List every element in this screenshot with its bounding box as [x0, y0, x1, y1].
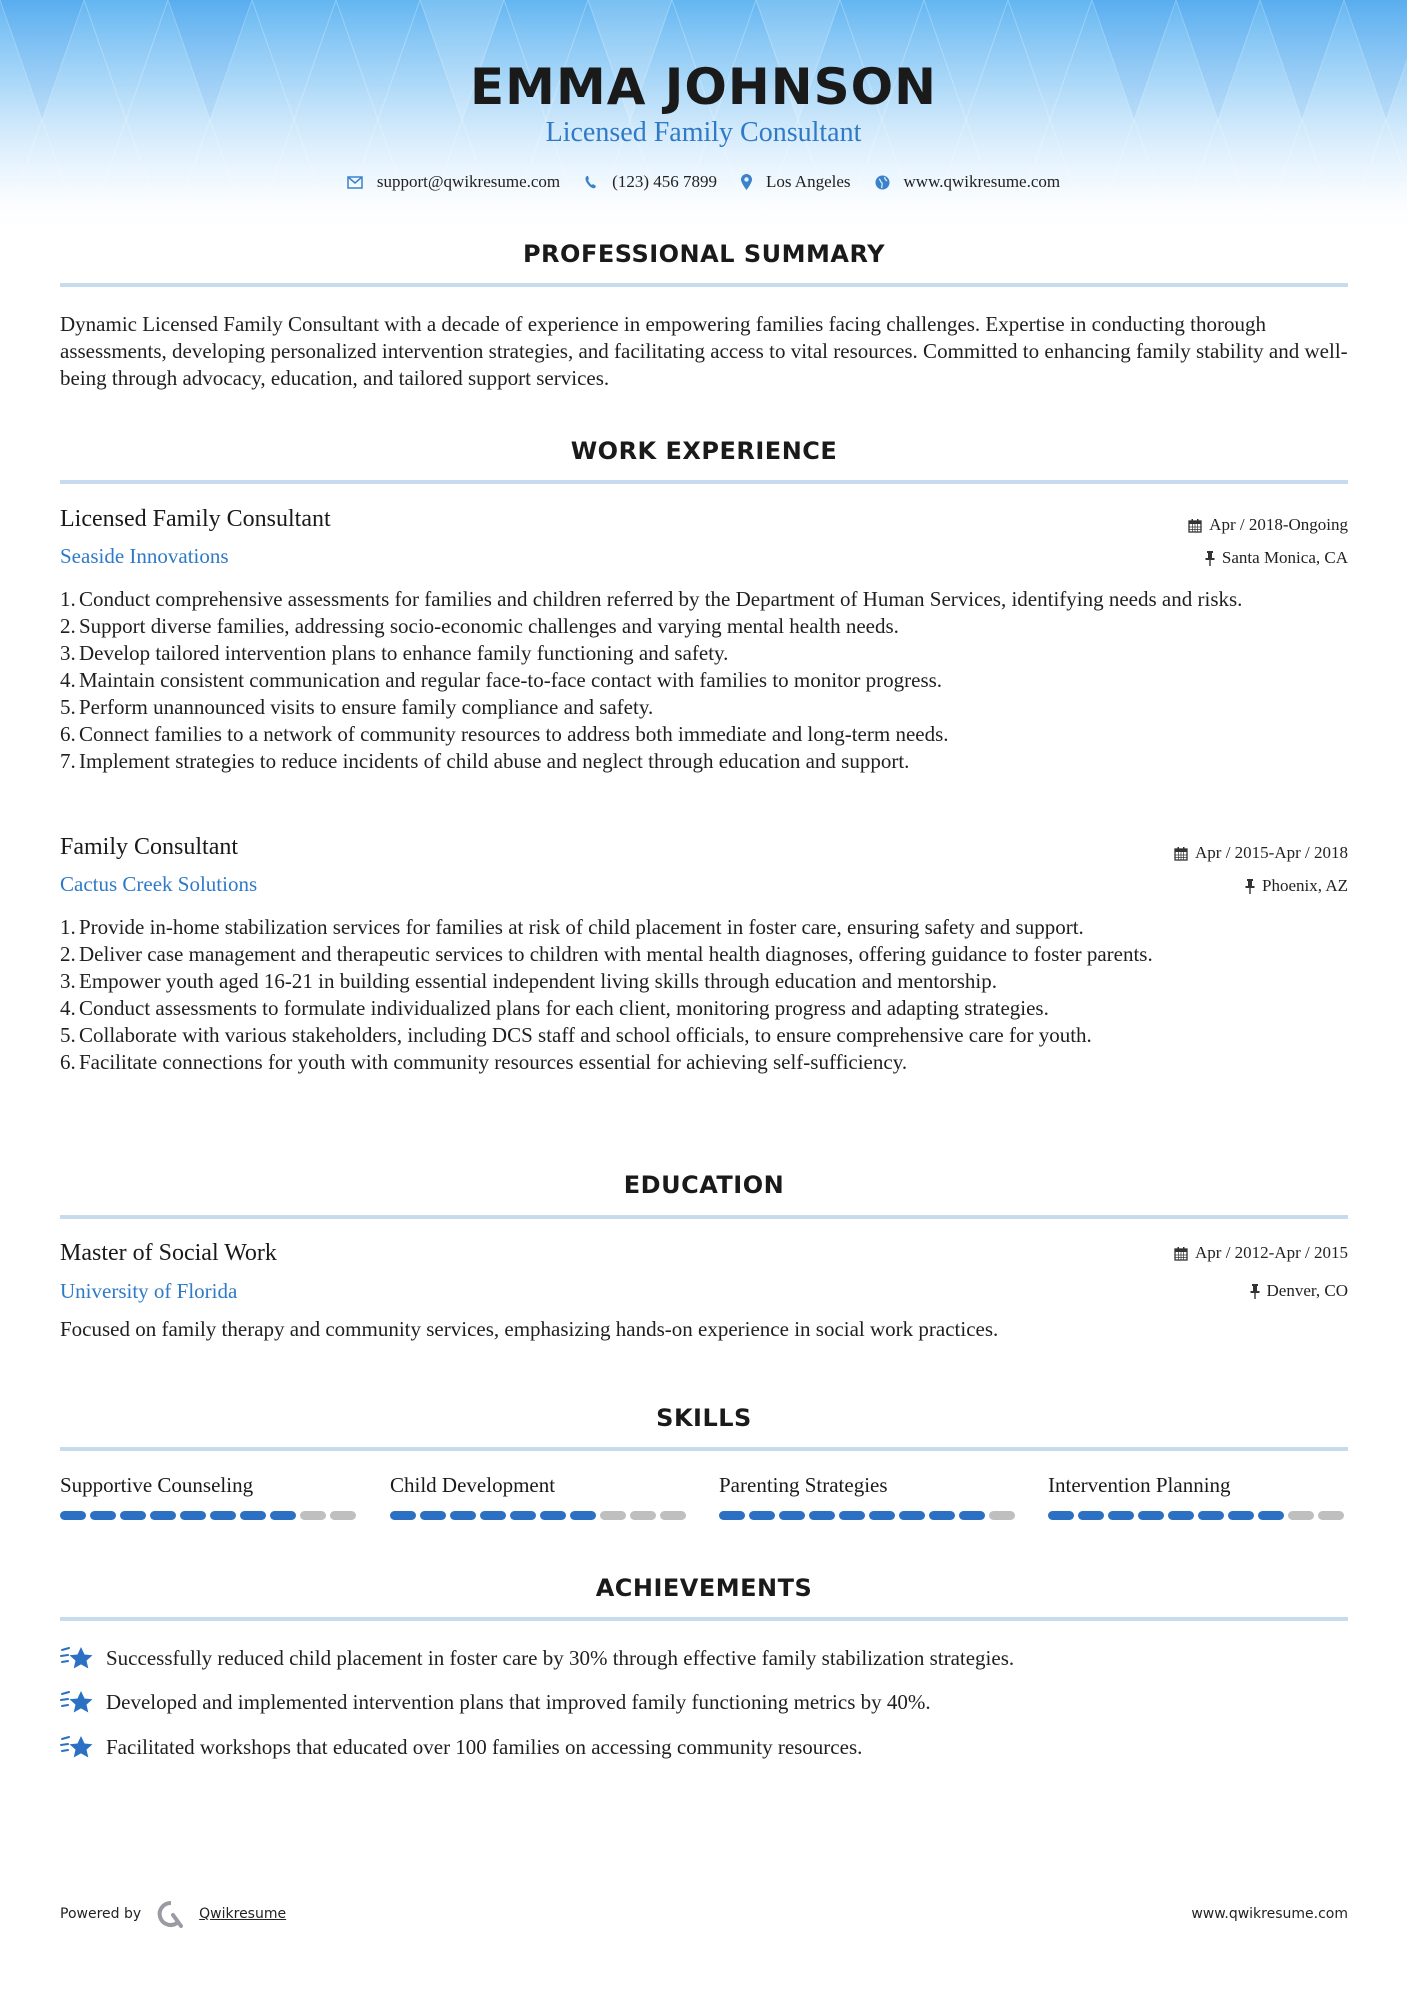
- skill-segment-filled: [90, 1511, 116, 1520]
- job-dates-text: Apr / 2018-Ongoing: [1209, 515, 1348, 534]
- skill-segment-filled: [60, 1511, 86, 1520]
- calendar-icon: [1188, 518, 1202, 533]
- skill-item: [390, 1473, 690, 1520]
- bullet-item: 4. Maintain consistent communication and regular face-to-face contact with families to monitor progress.: [60, 668, 943, 692]
- skill-segment-filled: [420, 1511, 446, 1520]
- skill-segment-filled: [1168, 1511, 1194, 1520]
- education-location: [1250, 1281, 1348, 1301]
- skill-segment-empty: [1318, 1511, 1344, 1520]
- section-title-achievements: ACHIEVEMENTS: [595, 1574, 813, 1602]
- skill-segment-empty: [630, 1511, 656, 1520]
- bullet-item: 1. Conduct comprehensive assessments for families and children referred by the Department of Human Services, identifying needs and risks.: [60, 587, 1243, 611]
- section-title-experience: WORK EXPERIENCE: [570, 437, 838, 465]
- bullet-item: 1. Provide in-home stabilization services for families at risk of child placement in foster care, ensuring safety and support.: [60, 915, 1084, 939]
- job-title: Licensed Family Consultant: [60, 506, 331, 532]
- skill-name: Parenting Strategies: [719, 1473, 888, 1497]
- achievement-text: Facilitated workshops that educated over 100 families on accessing community resources.: [106, 1734, 863, 1759]
- bullet-item: 3. Empower youth aged 16-21 in building essential independent living skills through education and mentorship.: [60, 969, 998, 993]
- map-marker-icon: [741, 174, 752, 190]
- skill-segment-filled: [210, 1511, 236, 1520]
- email-text: support@qwikresume.com: [376, 172, 561, 191]
- job-dates-text: Apr / 2015-Apr / 2018: [1195, 843, 1348, 862]
- contact-email[interactable]: [347, 172, 560, 192]
- pushpin-icon: [1205, 551, 1215, 566]
- skill-segment-filled: [929, 1511, 955, 1520]
- candidate-title: Licensed Family Consultant: [545, 117, 862, 148]
- bullet-item: 6. Connect families to a network of community resources to address both immediate and long-term needs.: [60, 722, 949, 746]
- calendar-icon: [1174, 1246, 1188, 1261]
- footer-powered-by: [60, 1900, 286, 1928]
- skill-segment-filled: [390, 1511, 416, 1520]
- skill-item: [719, 1473, 1019, 1520]
- skill-segment-filled: [749, 1511, 775, 1520]
- degree-title: Master of Social Work: [60, 1240, 277, 1266]
- skill-segment-filled: [510, 1511, 536, 1520]
- skill-segment-empty: [300, 1511, 326, 1520]
- section-divider: [60, 1617, 1348, 1621]
- bullet-item: 5. Collaborate with various stakeholders, including DCS staff and school officials, to ensure comprehensive care for youth.: [60, 1023, 1092, 1047]
- section-divider: [60, 1447, 1348, 1451]
- education-dates-text: Apr / 2012-Apr / 2015: [1195, 1243, 1348, 1262]
- shooting-star-icon: [60, 1688, 94, 1716]
- website-text: www.qwikresume.com: [903, 172, 1061, 191]
- pushpin-icon: [1245, 879, 1255, 894]
- skill-segment-filled: [899, 1511, 925, 1520]
- section-title-summary: PROFESSIONAL SUMMARY: [522, 240, 886, 268]
- school-name: University of Florida: [60, 1279, 238, 1303]
- company-name: Seaside Innovations: [60, 544, 229, 568]
- pushpin-icon: [1250, 1284, 1260, 1299]
- job-bullets: [60, 586, 1350, 775]
- skill-segment-filled: [570, 1511, 596, 1520]
- skill-segment-filled: [480, 1511, 506, 1520]
- contact-phone[interactable]: [584, 172, 717, 192]
- skill-rating-bar: [719, 1511, 1019, 1520]
- bullet-item: 6. Facilitate connections for youth with community resources essential for achieving self-sufficiency.: [60, 1050, 908, 1074]
- achievement-item: [60, 1733, 862, 1761]
- powered-by-label: Powered by: [60, 1906, 142, 1922]
- company-name: Cactus Creek Solutions: [60, 872, 258, 896]
- achievement-text: Successfully reduced child placement in foster care by 30% through effective family stabilization strategies.: [106, 1645, 1015, 1670]
- envelope-icon: [347, 176, 363, 189]
- section-divider: [60, 283, 1348, 287]
- job-location: [1245, 876, 1348, 896]
- skill-segment-filled: [1198, 1511, 1224, 1520]
- skill-segment-empty: [1288, 1511, 1314, 1520]
- bullet-item: 7. Implement strategies to reduce incidents of child abuse and neglect through education and support.: [60, 749, 910, 773]
- skill-segment-filled: [120, 1511, 146, 1520]
- bullet-item: 5. Perform unannounced visits to ensure family compliance and safety.: [60, 695, 654, 719]
- job-bullets: [60, 914, 1350, 1076]
- job-dates: [1188, 515, 1348, 535]
- job-location-text: Phoenix, AZ: [1262, 876, 1348, 895]
- skill-segment-filled: [180, 1511, 206, 1520]
- skill-segment-filled: [270, 1511, 296, 1520]
- skill-rating-bar: [1048, 1511, 1348, 1520]
- bullet-item: 2. Support diverse families, addressing socio-economic challenges and varying mental health needs.: [60, 614, 899, 638]
- qwikresume-link[interactable]: Qwikresume: [199, 1906, 287, 1922]
- globe-icon: [875, 175, 890, 190]
- achievement-item: [60, 1688, 931, 1716]
- education-dates: [1174, 1243, 1348, 1263]
- skill-item: [60, 1473, 360, 1520]
- skill-segment-empty: [989, 1511, 1015, 1520]
- achievement-item: [60, 1644, 1014, 1672]
- skill-name: Supportive Counseling: [60, 1473, 254, 1497]
- phone-text: (123) 456 7899: [612, 172, 717, 191]
- skill-segment-filled: [1258, 1511, 1284, 1520]
- contact-website[interactable]: [875, 172, 1061, 192]
- footer-website-link[interactable]: www.qwikresume.com: [1191, 1906, 1348, 1922]
- job-location: [1205, 548, 1348, 568]
- contact-location: [741, 172, 851, 192]
- skill-segment-filled: [809, 1511, 835, 1520]
- skill-name: Child Development: [390, 1473, 556, 1497]
- qwikresume-logo-icon: [157, 1900, 185, 1928]
- contact-bar: [0, 172, 1407, 192]
- skill-segment-filled: [1108, 1511, 1134, 1520]
- skill-segment-filled: [450, 1511, 476, 1520]
- phone-icon: [584, 175, 598, 190]
- summary-text: Dynamic Licensed Family Consultant with a decade of experience in empowering families facing challenges. Expertise in conducting thorough assessments, developing personalized intervention strategies, and facilitating access to vital resources. Committed to enhancing family stability and well-being through advocacy, education, and tailored support services.: [60, 312, 1348, 390]
- skill-segment-filled: [719, 1511, 745, 1520]
- calendar-icon: [1174, 846, 1188, 861]
- job-location-text: Santa Monica, CA: [1221, 548, 1348, 567]
- skill-segment-filled: [1078, 1511, 1104, 1520]
- skill-segment-filled: [959, 1511, 985, 1520]
- skill-rating-bar: [60, 1511, 360, 1520]
- skill-segment-empty: [330, 1511, 356, 1520]
- skill-segment-filled: [839, 1511, 865, 1520]
- skill-segment-filled: [869, 1511, 895, 1520]
- shooting-star-icon: [60, 1733, 94, 1761]
- shooting-star-icon: [60, 1644, 94, 1672]
- bullet-item: 4. Conduct assessments to formulate individualized plans for each client, monitoring progress and adapting strategies.: [60, 996, 1049, 1020]
- bullet-item: 2. Deliver case management and therapeutic services to children with mental health diagnoses, offering guidance to foster parents.: [60, 942, 1153, 966]
- skill-segment-filled: [540, 1511, 566, 1520]
- achievement-text: Developed and implemented intervention plans that improved family functioning metrics by 40%.: [106, 1689, 931, 1714]
- skill-segment-filled: [779, 1511, 805, 1520]
- skill-name: Intervention Planning: [1048, 1473, 1231, 1497]
- education-location-text: Denver, CO: [1266, 1281, 1348, 1300]
- bullet-item: 3. Develop tailored intervention plans to enhance family functioning and safety.: [60, 641, 729, 665]
- skill-segment-empty: [600, 1511, 626, 1520]
- section-divider: [60, 480, 1348, 484]
- job-title: Family Consultant: [60, 834, 239, 860]
- skill-segment-filled: [1048, 1511, 1074, 1520]
- education-description: Focused on family therapy and community services, emphasizing hands-on experience in social work practices.: [60, 1317, 999, 1341]
- skill-segment-filled: [1138, 1511, 1164, 1520]
- skill-segment-filled: [1228, 1511, 1254, 1520]
- job-dates: [1174, 843, 1348, 863]
- skill-segment-empty: [660, 1511, 686, 1520]
- location-text: Los Angeles: [765, 172, 851, 191]
- skill-segment-filled: [150, 1511, 176, 1520]
- candidate-name: EMMA JOHNSON: [470, 58, 937, 116]
- skill-rating-bar: [390, 1511, 690, 1520]
- skill-item: [1048, 1473, 1348, 1520]
- section-divider: [60, 1215, 1348, 1219]
- skill-segment-filled: [240, 1511, 266, 1520]
- section-title-education: EDUCATION: [623, 1171, 785, 1199]
- section-title-skills: SKILLS: [656, 1404, 752, 1432]
